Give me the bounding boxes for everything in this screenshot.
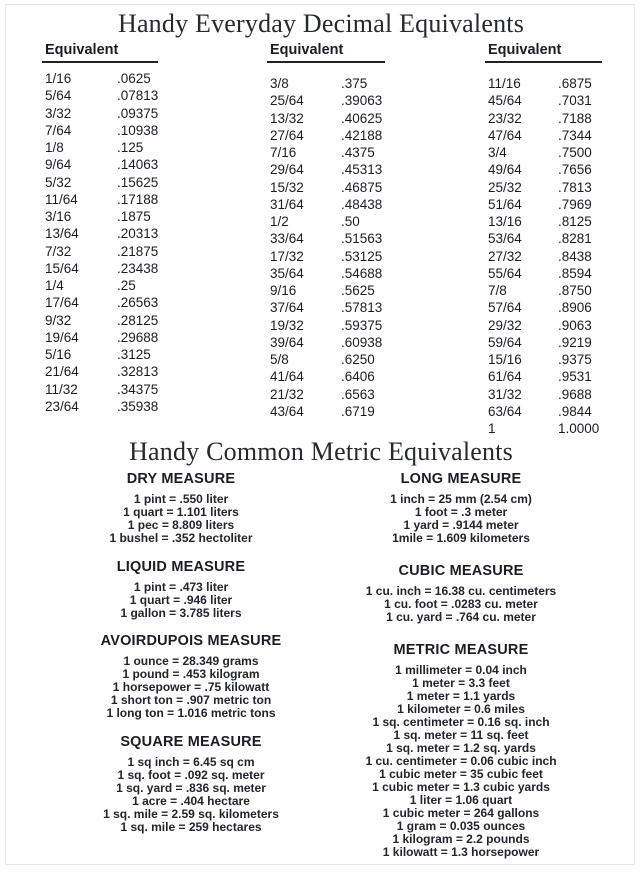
table-row: [485, 299, 602, 316]
decimal-cell: .60938: [341, 334, 383, 350]
fraction-cell: 5/8: [270, 352, 289, 367]
decimal-cell: .8750: [558, 283, 592, 298]
equivalent-line: 1 cubic meter = 264 gallons: [382, 806, 540, 820]
equivalent-line: 1 sq. foot = .092 sq. meter: [117, 768, 265, 782]
table-row: [485, 282, 602, 299]
fraction-cell: 31/32: [488, 386, 522, 402]
fraction-cell: 9/32: [45, 312, 72, 328]
equivalent-line: 1 cubic meter = 35 cubic feet: [379, 767, 543, 781]
table-row: [42, 277, 158, 294]
dry-measure-section: [86, 471, 276, 545]
fraction-cell: 23/32: [488, 110, 522, 126]
decimal-cell: .28125: [117, 312, 159, 328]
metric-title: Handy Common Metric Equivalents: [129, 437, 513, 466]
table-row: [485, 110, 602, 127]
table-row: [42, 156, 158, 173]
equivalent-line: 1 gallon = 3.785 liters: [120, 606, 242, 620]
fraction-cell: 45/64: [488, 93, 522, 109]
fraction-cell: 15/64: [45, 260, 79, 276]
fraction-cell: 59/64: [488, 334, 522, 350]
fraction-cell: 23/64: [45, 398, 79, 414]
decimal-cell: .5625: [341, 283, 375, 298]
equivalent-line: 1 acre = .404 hectare: [132, 794, 250, 808]
table-row: [267, 127, 385, 144]
fraction-cell: 13/16: [488, 214, 522, 229]
fraction-cell: 51/64: [488, 196, 522, 212]
table-row: [267, 196, 385, 213]
table-row: [485, 386, 602, 403]
decimal-cell: .46875: [341, 179, 383, 195]
fraction-cell: 47/64: [488, 127, 522, 143]
fraction-cell: 5/16: [45, 347, 72, 362]
equivalent-line: 1 sq. centimeter = 0.16 sq. inch: [372, 715, 550, 729]
equivalent-line: 1 meter = 3.3 feet: [412, 676, 510, 690]
decimal-cell: .8906: [558, 300, 592, 316]
fraction-cell: 1/8: [45, 140, 64, 155]
fraction-cell: 25/64: [270, 93, 304, 109]
table-row: [42, 87, 158, 104]
avoirdupois-measure-section: [86, 633, 296, 720]
equivalent-line: 1 pint = .550 liter: [133, 492, 229, 506]
decimal-title: Handy Everyday Decimal Equivalents: [117, 9, 525, 38]
section-title: LIQUID MEASURE: [116, 559, 246, 575]
decimal-cell: .32813: [117, 364, 159, 380]
fraction-cell: 41/64: [270, 369, 304, 385]
decimal-cell: .0625: [117, 71, 151, 86]
decimal-column-2: [267, 42, 385, 419]
table-row: [42, 191, 158, 208]
section-title: DRY MEASURE: [126, 471, 236, 487]
equivalent-line: 1 inch = 25 mm (2.54 cm): [390, 492, 532, 506]
decimal-cell: .9688: [558, 386, 592, 402]
fraction-cell: 21/32: [270, 386, 304, 402]
table-row: [267, 110, 385, 127]
square-measure-section: [86, 734, 296, 834]
table-row: [485, 144, 602, 161]
column-header: Equivalent: [42, 42, 158, 63]
fraction-cell: 7/32: [45, 243, 72, 259]
decimal-cell: .45313: [341, 162, 383, 178]
fraction-cell: 3/32: [45, 105, 72, 121]
decimal-cell: .40625: [341, 110, 383, 126]
decimal-cell: .59375: [341, 317, 383, 333]
equivalent-line: 1 yard = .9144 meter: [403, 518, 519, 532]
table-row: [485, 213, 602, 230]
fraction-cell: 15/32: [270, 179, 304, 195]
table-row: [42, 294, 158, 311]
decimal-cell: .6563: [341, 386, 375, 402]
fraction-cell: 13/64: [45, 226, 79, 242]
decimal-cell: .8594: [558, 265, 592, 281]
fraction-cell: 43/64: [270, 403, 304, 419]
table-row: [485, 351, 602, 368]
table-row: [485, 92, 602, 109]
metric-measure-section: [356, 642, 566, 859]
fraction-cell: 17/32: [270, 248, 304, 264]
fraction-cell: 27/32: [488, 248, 522, 264]
decimal-cell: .6250: [341, 352, 375, 367]
table-row: [267, 161, 385, 178]
table-row: [42, 174, 158, 191]
fraction-cell: 57/64: [488, 300, 522, 316]
decimal-cell: .21875: [117, 243, 159, 259]
equivalent-line: 1 quart = .946 liter: [129, 593, 233, 607]
table-row: [267, 282, 385, 299]
equivalent-line: 1 kilometer = 0.6 miles: [397, 702, 525, 716]
equivalent-line: 1 quart = 1.101 liters: [123, 505, 239, 519]
decimal-cell: .375: [341, 76, 368, 91]
cubic-measure-section: [356, 563, 566, 624]
table-row: [267, 213, 385, 230]
decimal-cell: .7500: [558, 145, 592, 160]
decimal-cell: .7344: [558, 127, 592, 143]
decimal-cell: .9063: [558, 317, 592, 333]
equivalent-line: 1 pound = .453 kilogram: [122, 667, 260, 681]
table-row: [485, 317, 602, 334]
equivalent-line: 1 cu. centimeter = 0.06 cubic inch: [365, 754, 557, 768]
table-row: [267, 299, 385, 316]
table-row: [42, 346, 158, 363]
equivalent-line: 1 cu. yard = .764 cu. meter: [386, 610, 536, 624]
fraction-cell: 11/16: [488, 76, 521, 91]
table-row: [267, 386, 385, 403]
decimal-cell: .9844: [558, 403, 592, 419]
section-title: METRIC MEASURE: [393, 642, 529, 658]
column-header: Equivalent: [485, 42, 602, 63]
decimal-cell: .26563: [117, 295, 159, 311]
chart-page: [5, 4, 635, 865]
equivalent-line: 1 cu. inch = 16.38 cu. centimeters: [365, 584, 557, 598]
section-title: AVOIRDUPOIS MEASURE: [100, 633, 282, 649]
table-row: [485, 403, 602, 420]
fraction-cell: 17/64: [45, 295, 79, 311]
decimal-cell: .29688: [117, 329, 159, 345]
fraction-cell: 3/8: [270, 76, 289, 91]
decimal-cell: 1.0000: [558, 421, 600, 436]
decimal-cell: .20313: [117, 226, 159, 242]
decimal-cell: .39063: [341, 93, 383, 109]
table-row: [267, 179, 385, 196]
fraction-cell: 33/64: [270, 231, 304, 247]
fraction-cell: 5/32: [45, 174, 72, 190]
decimal-cell: .25: [117, 278, 136, 293]
decimal-cell: .7656: [558, 162, 592, 178]
decimal-column-3: [485, 42, 602, 436]
fraction-cell: 9/16: [270, 283, 297, 298]
table-row: [267, 144, 385, 161]
fraction-cell: 9/64: [45, 157, 72, 173]
table-row: [485, 368, 602, 385]
table-row: [485, 230, 602, 247]
equivalent-line: 1 pint = .473 liter: [133, 580, 229, 594]
equivalent-line: 1 kilogram = 2.2 pounds: [392, 832, 530, 846]
decimal-cell: .9375: [558, 352, 592, 367]
decimal-cell: .9219: [558, 334, 592, 350]
decimal-cell: .6406: [341, 369, 375, 385]
decimal-cell: .53125: [341, 248, 383, 264]
table-row: [42, 329, 158, 346]
decimal-cell: .4375: [341, 145, 375, 160]
table-row: [267, 403, 385, 420]
fraction-cell: 5/64: [45, 88, 72, 104]
equivalent-line: 1 gram = 0.035 ounces: [396, 819, 526, 833]
equivalent-line: 1 cu. foot = .0283 cu. meter: [384, 597, 538, 611]
fraction-cell: 53/64: [488, 231, 522, 247]
decimal-cell: .8438: [558, 248, 592, 264]
table-row: [485, 127, 602, 144]
equivalent-line: 1 millimeter = 0.04 inch: [395, 663, 527, 677]
section-title: LONG MEASURE: [400, 471, 522, 487]
decimal-cell: .125: [117, 140, 144, 155]
decimal-cell: .9531: [558, 369, 592, 385]
equivalent-line: 1 sq. meter = 1.2 sq. yards: [386, 741, 536, 755]
equivalent-line: 1 sq. mile = 2.59 sq. kilometers: [103, 807, 279, 821]
equivalent-line: 1 sq. meter = 11 sq. feet: [393, 728, 529, 742]
equivalent-line: 1 short ton = .907 metric ton: [110, 693, 272, 707]
table-row: [267, 368, 385, 385]
table-row: [42, 139, 158, 156]
fraction-cell: 49/64: [488, 162, 522, 178]
decimal-cell: .34375: [117, 381, 159, 397]
table-row: [267, 334, 385, 351]
decimal-rows: [42, 70, 158, 415]
table-row: [42, 260, 158, 277]
table-row: [42, 363, 158, 380]
fraction-cell: 63/64: [488, 403, 522, 419]
decimal-cell: .7813: [558, 179, 592, 195]
table-row: [42, 243, 158, 260]
equivalent-line: 1mile = 1.609 kilometers: [392, 531, 530, 545]
decimal-cell: .7188: [558, 110, 592, 126]
table-row: [267, 317, 385, 334]
decimal-cell: .23438: [117, 260, 159, 276]
fraction-cell: 37/64: [270, 300, 304, 316]
fraction-cell: 61/64: [488, 369, 522, 385]
equivalent-line: 1 cubic meter = 1.3 cubic yards: [372, 780, 550, 794]
decimal-cell: .17188: [117, 191, 159, 207]
table-row: [267, 92, 385, 109]
fraction-cell: 29/64: [270, 162, 304, 178]
table-row: [267, 75, 385, 92]
table-row: [42, 312, 158, 329]
fraction-cell: 7/16: [270, 145, 297, 160]
section-title: CUBIC MEASURE: [398, 563, 524, 579]
decimal-cell: .48438: [341, 196, 383, 212]
fraction-cell: 11/32: [45, 381, 78, 397]
fraction-cell: 19/64: [45, 329, 79, 345]
fraction-cell: 7/64: [45, 122, 72, 138]
decimal-cell: .15625: [117, 174, 159, 190]
table-row: [42, 70, 158, 87]
table-row: [42, 381, 158, 398]
table-row: [42, 225, 158, 242]
decimal-cell: .57813: [341, 300, 383, 316]
fraction-cell: 31/64: [270, 196, 304, 212]
decimal-cell: .7031: [558, 93, 592, 109]
decimal-rows: [267, 75, 385, 420]
decimal-cell: .8125: [558, 214, 592, 229]
table-row: [485, 196, 602, 213]
equivalent-line: 1 ounce = 28.349 grams: [123, 654, 259, 668]
fraction-cell: 21/64: [45, 364, 79, 380]
equivalent-line: 1 foot = .3 meter: [414, 505, 508, 519]
fraction-cell: 1: [488, 421, 496, 436]
column-header: Equivalent: [267, 42, 385, 63]
equivalent-line: 1 bushel = .352 hectoliter: [109, 531, 253, 545]
fraction-cell: 7/8: [488, 283, 507, 298]
decimal-cell: .10938: [117, 122, 159, 138]
table-row: [42, 398, 158, 415]
decimal-cell: .14063: [117, 157, 159, 173]
decimal-cell: .1875: [117, 209, 151, 224]
decimal-cell: .6875: [558, 76, 592, 91]
equivalent-line: 1 horsepower = .75 kilowatt: [112, 680, 270, 694]
equivalent-line: 1 meter = 1.1 yards: [406, 689, 516, 703]
table-row: [485, 179, 602, 196]
decimal-cell: .09375: [117, 105, 159, 121]
fraction-cell: 3/16: [45, 209, 72, 224]
table-row: [267, 265, 385, 282]
equivalent-line: 1 liter = 1.06 quart: [409, 793, 513, 807]
liquid-measure-section: [86, 559, 276, 620]
table-row: [267, 248, 385, 265]
decimal-cell: .50: [341, 214, 360, 229]
equivalent-line: 1 long ton = 1.016 metric tons: [106, 706, 276, 720]
equivalent-line: 1 kilowatt = 1.3 horsepower: [382, 845, 540, 859]
fraction-cell: 19/32: [270, 317, 304, 333]
table-row: [42, 208, 158, 225]
fraction-cell: 55/64: [488, 265, 522, 281]
decimal-column-1: [42, 42, 159, 414]
table-row: [485, 75, 602, 92]
fraction-cell: 39/64: [270, 334, 304, 350]
fraction-cell: 11/64: [45, 191, 78, 207]
table-row: [267, 351, 385, 368]
decimal-cell: .8281: [558, 231, 592, 247]
table-row: [485, 334, 602, 351]
fraction-cell: 13/32: [270, 110, 304, 126]
long-measure-section: [356, 471, 566, 545]
equivalent-line: 1 sq inch = 6.45 sq cm: [127, 755, 255, 769]
decimal-cell: .51563: [341, 231, 383, 247]
fraction-cell: 25/32: [488, 179, 522, 195]
table-row: [42, 122, 158, 139]
fraction-cell: 27/64: [270, 127, 304, 143]
decimal-cell: .07813: [117, 88, 159, 104]
decimal-rows: [485, 75, 602, 437]
equivalent-line: 1 sq. yard = .836 sq. meter: [116, 781, 266, 795]
decimal-cell: .42188: [341, 127, 383, 143]
table-row: [267, 230, 385, 247]
fraction-cell: 1/2: [270, 214, 289, 229]
table-row: [485, 248, 602, 265]
equivalent-line: 1 sq. mile = 259 hectares: [120, 820, 262, 834]
table-row: [485, 161, 602, 178]
decimal-cell: .7969: [558, 196, 592, 212]
fraction-cell: 15/16: [488, 352, 522, 367]
fraction-cell: 35/64: [270, 265, 304, 281]
fraction-cell: 29/32: [488, 317, 522, 333]
decimal-cell: .54688: [341, 265, 383, 281]
decimal-cell: .3125: [117, 347, 151, 362]
table-row: [485, 265, 602, 282]
decimal-cell: .6719: [341, 403, 375, 419]
fraction-cell: 3/4: [488, 145, 507, 160]
fraction-cell: 1/4: [45, 278, 64, 293]
equivalent-line: 1 pec = 8.809 liters: [127, 518, 235, 532]
table-row: [485, 420, 602, 437]
table-row: [42, 105, 158, 122]
decimal-cell: .35938: [117, 398, 159, 414]
fraction-cell: 1/16: [45, 71, 72, 86]
section-title: SQUARE MEASURE: [120, 734, 262, 750]
